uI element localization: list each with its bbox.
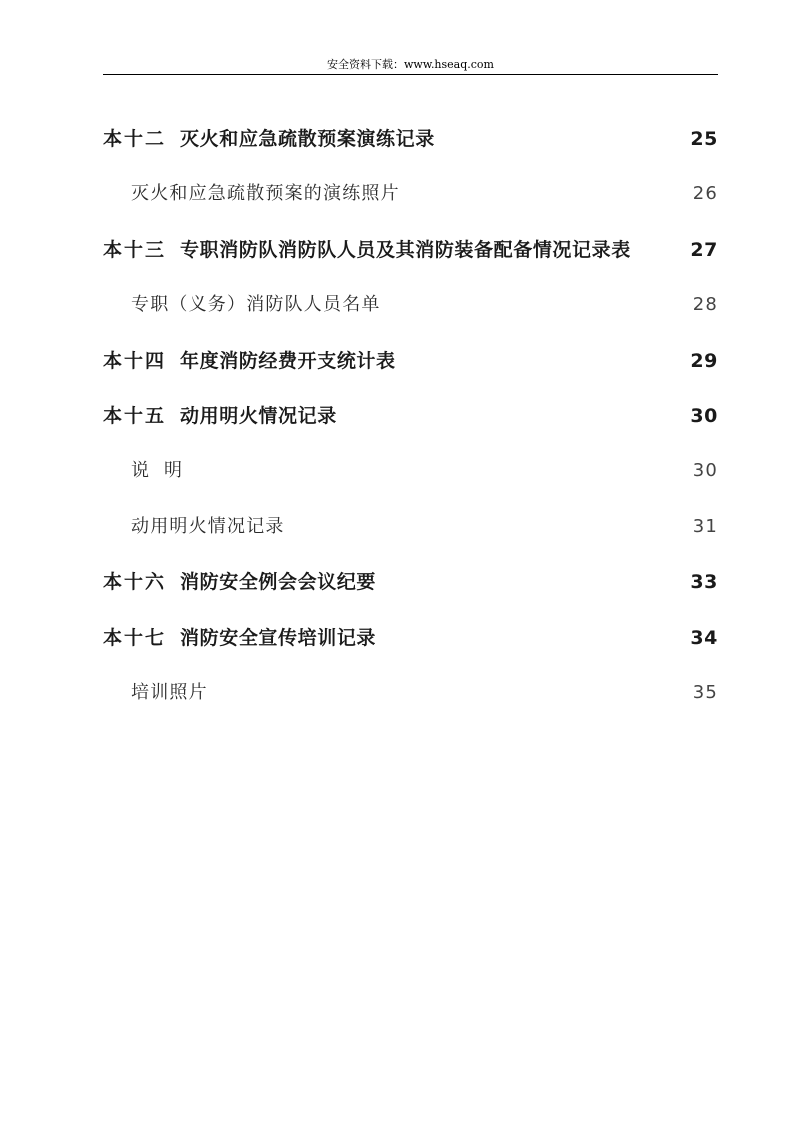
dot-leader [187, 456, 688, 476]
toc-entry-level1[interactable] [103, 339, 718, 394]
dot-leader [635, 236, 687, 256]
toc-entry-level1[interactable] [103, 117, 718, 172]
dot-leader [212, 678, 689, 698]
dot-leader [341, 402, 687, 422]
toc-entry-number: 本十七 [103, 626, 167, 649]
toc-entry-number: 本十六 [103, 571, 167, 594]
toc-entry-title: 专职（义务）消防队人员名单 [131, 294, 381, 316]
dot-leader [385, 290, 689, 310]
toc-entry-page: 30 [690, 404, 718, 427]
toc-entry-level2[interactable] [103, 283, 718, 338]
toc-entry-title: 灭火和应急疏散预案演练记录 [180, 128, 435, 150]
toc-entry-level2[interactable] [103, 172, 718, 227]
dot-leader [400, 347, 687, 367]
toc-entry-title: 动用明火情况记录 [131, 515, 285, 537]
toc-entry-level2[interactable] [103, 671, 718, 726]
toc-entry-level2[interactable] [103, 449, 718, 504]
toc-entry-level1[interactable] [103, 228, 718, 283]
toc-entry-title: 专职消防队消防队人员及其消防装备配备情况记录表 [180, 238, 631, 261]
toc-entry-number: 本十五 [103, 404, 167, 427]
toc-entry-page: 29 [690, 349, 718, 372]
toc-entry-number: 本十四 [103, 349, 167, 372]
dot-leader [380, 568, 686, 588]
toc-entry-page: 34 [690, 626, 718, 649]
toc-entry-title: 消防安全例会会议纪要 [180, 571, 377, 594]
toc-entry-page: 31 [692, 515, 718, 537]
toc-entry-title: 动用明火情况记录 [180, 404, 337, 427]
toc-entry-title: 灭火和应急疏散预案的演练照片 [131, 183, 400, 205]
table-of-contents [103, 117, 718, 726]
toc-entry-page: 25 [690, 128, 718, 150]
toc-entry-page: 35 [692, 681, 718, 703]
page-header [103, 56, 718, 75]
toc-entry-title: 培训照片 [131, 681, 208, 703]
toc-entry-level2[interactable] [103, 505, 718, 560]
toc-entry-level1[interactable] [103, 394, 718, 449]
toc-entry-number: 本十二 [103, 128, 167, 150]
toc-entry-page: 26 [692, 183, 718, 205]
dot-leader [439, 125, 687, 145]
header-text: 安全资料下载：www.hseaq.com [327, 58, 494, 71]
toc-entry-level1[interactable] [103, 616, 718, 671]
toc-entry-title: 说 明 [131, 460, 184, 482]
toc-entry-number: 本十三 [103, 238, 167, 261]
dot-leader [380, 624, 686, 644]
toc-entry-page: 30 [692, 460, 718, 482]
dot-leader [289, 512, 689, 532]
toc-entry-title: 年度消防经费开支统计表 [180, 349, 396, 372]
toc-entry-title: 消防安全宣传培训记录 [180, 626, 377, 649]
toc-entry-page: 27 [690, 238, 718, 261]
dot-leader [404, 179, 689, 199]
toc-entry-page: 33 [690, 571, 718, 594]
toc-entry-page: 28 [692, 294, 718, 316]
toc-entry-level1[interactable] [103, 560, 718, 615]
